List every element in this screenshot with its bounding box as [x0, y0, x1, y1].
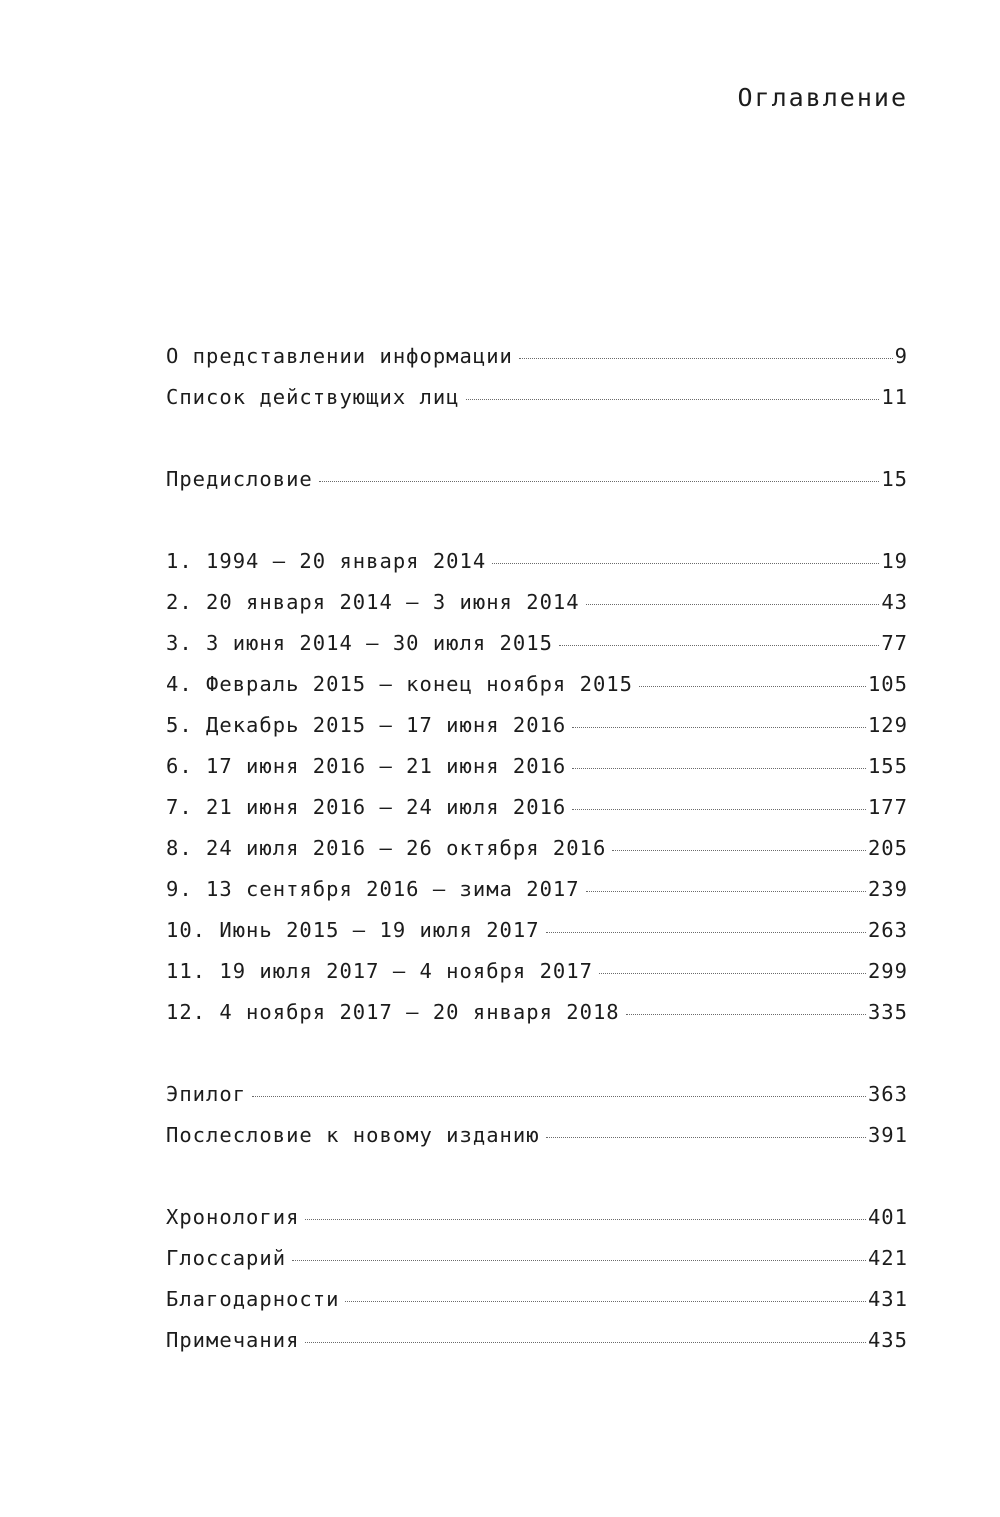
toc-entry[interactable] [166, 623, 908, 664]
dot-leader [612, 849, 866, 851]
toc-entry-page-number: 15 [881, 467, 908, 491]
dot-leader [252, 1095, 866, 1097]
toc-section [166, 336, 908, 418]
toc-entry-page-number: 391 [867, 1123, 908, 1147]
toc-entry-page-number: 421 [867, 1246, 908, 1270]
toc-entry-page-number: 239 [867, 877, 908, 901]
toc-entry-page-number: 431 [867, 1287, 908, 1311]
toc-entry-page-number: 155 [867, 754, 908, 778]
dot-leader [572, 726, 866, 728]
dot-leader [345, 1300, 866, 1302]
toc-entry-title: 8. 24 июля 2016 — 26 октября 2016 [166, 836, 607, 860]
toc-entry[interactable] [166, 992, 908, 1033]
toc-entry-title: 1. 1994 — 20 января 2014 [166, 549, 487, 573]
toc-section [166, 459, 908, 500]
dot-leader [599, 972, 866, 974]
dot-leader [572, 808, 866, 810]
toc-entry-title: Эпилог [166, 1082, 247, 1106]
toc-entry-title: 4. Февраль 2015 — конец ноября 2015 [166, 672, 633, 696]
toc-entry[interactable] [166, 377, 908, 418]
toc-section [166, 541, 908, 1033]
toc-entry-page-number: 299 [867, 959, 908, 983]
toc-entry-title: О представлении информации [166, 344, 513, 368]
dot-leader [492, 562, 879, 564]
toc-entry-page-number: 177 [867, 795, 908, 819]
toc-entry-page-number: 335 [867, 1000, 908, 1024]
dot-leader [586, 890, 866, 892]
toc-section [166, 1074, 908, 1156]
toc-entry[interactable] [166, 1197, 908, 1238]
toc-entry[interactable] [166, 541, 908, 582]
toc-entry-title: Хронология [166, 1205, 300, 1229]
toc-entry[interactable] [166, 746, 908, 787]
toc-entry[interactable] [166, 459, 908, 500]
toc-entry-title: 6. 17 июня 2016 — 21 июня 2016 [166, 754, 567, 778]
toc-entry[interactable] [166, 869, 908, 910]
dot-leader [546, 931, 866, 933]
toc-entry-title: 11. 19 июля 2017 — 4 ноября 2017 [166, 959, 593, 983]
dot-leader [559, 644, 879, 646]
toc-entry[interactable] [166, 1074, 908, 1115]
toc-entry-page-number: 363 [867, 1082, 908, 1106]
toc-entry-page-number: 11 [881, 385, 908, 409]
toc-entry-page-number: 19 [881, 549, 908, 573]
page-title: Оглавление [737, 83, 908, 112]
toc-entry-title: Список действующих лиц [166, 385, 460, 409]
toc-entry-page-number: 77 [881, 631, 908, 655]
toc-entry[interactable] [166, 1238, 908, 1279]
toc-entry-page-number: 129 [867, 713, 908, 737]
toc-entry-page-number: 435 [867, 1328, 908, 1352]
toc-entry-page-number: 105 [867, 672, 908, 696]
dot-leader [466, 398, 880, 400]
toc-entry-title: 7. 21 июня 2016 — 24 июля 2016 [166, 795, 567, 819]
toc-entry-page-number: 9 [894, 344, 908, 368]
toc-entry[interactable] [166, 910, 908, 951]
toc-entry[interactable] [166, 1115, 908, 1156]
dot-leader [639, 685, 866, 687]
toc-entry-title: Благодарности [166, 1287, 340, 1311]
toc-entry-title: 9. 13 сентября 2016 — зима 2017 [166, 877, 580, 901]
toc-entry[interactable] [166, 951, 908, 992]
table-of-contents [166, 336, 908, 1361]
toc-entry-page-number: 43 [881, 590, 908, 614]
toc-entry-title: Примечания [166, 1328, 300, 1352]
dot-leader [292, 1259, 866, 1261]
dot-leader [626, 1013, 866, 1015]
toc-entry[interactable] [166, 582, 908, 623]
toc-entry-page-number: 205 [867, 836, 908, 860]
toc-entry-title: 12. 4 ноября 2017 — 20 января 2018 [166, 1000, 620, 1024]
toc-entry[interactable] [166, 664, 908, 705]
toc-entry-title: Глоссарий [166, 1246, 287, 1270]
toc-entry[interactable] [166, 705, 908, 746]
dot-leader [519, 357, 893, 359]
toc-entry[interactable] [166, 336, 908, 377]
toc-entry-title: Предисловие [166, 467, 313, 491]
toc-entry[interactable] [166, 1320, 908, 1361]
toc-section [166, 1197, 908, 1361]
dot-leader [586, 603, 880, 605]
toc-entry-title: 5. Декабрь 2015 — 17 июня 2016 [166, 713, 567, 737]
dot-leader [572, 767, 866, 769]
toc-entry[interactable] [166, 828, 908, 869]
toc-entry-title: 2. 20 января 2014 — 3 июня 2014 [166, 590, 580, 614]
dot-leader [305, 1218, 866, 1220]
dot-leader [305, 1341, 866, 1343]
toc-entry[interactable] [166, 787, 908, 828]
toc-entry-title: Послесловие к новому изданию [166, 1123, 540, 1147]
toc-entry-title: 3. 3 июня 2014 — 30 июля 2015 [166, 631, 553, 655]
toc-entry[interactable] [166, 1279, 908, 1320]
dot-leader [546, 1136, 866, 1138]
toc-entry-page-number: 263 [867, 918, 908, 942]
toc-entry-page-number: 401 [867, 1205, 908, 1229]
toc-entry-title: 10. Июнь 2015 — 19 июля 2017 [166, 918, 540, 942]
dot-leader [319, 480, 880, 482]
